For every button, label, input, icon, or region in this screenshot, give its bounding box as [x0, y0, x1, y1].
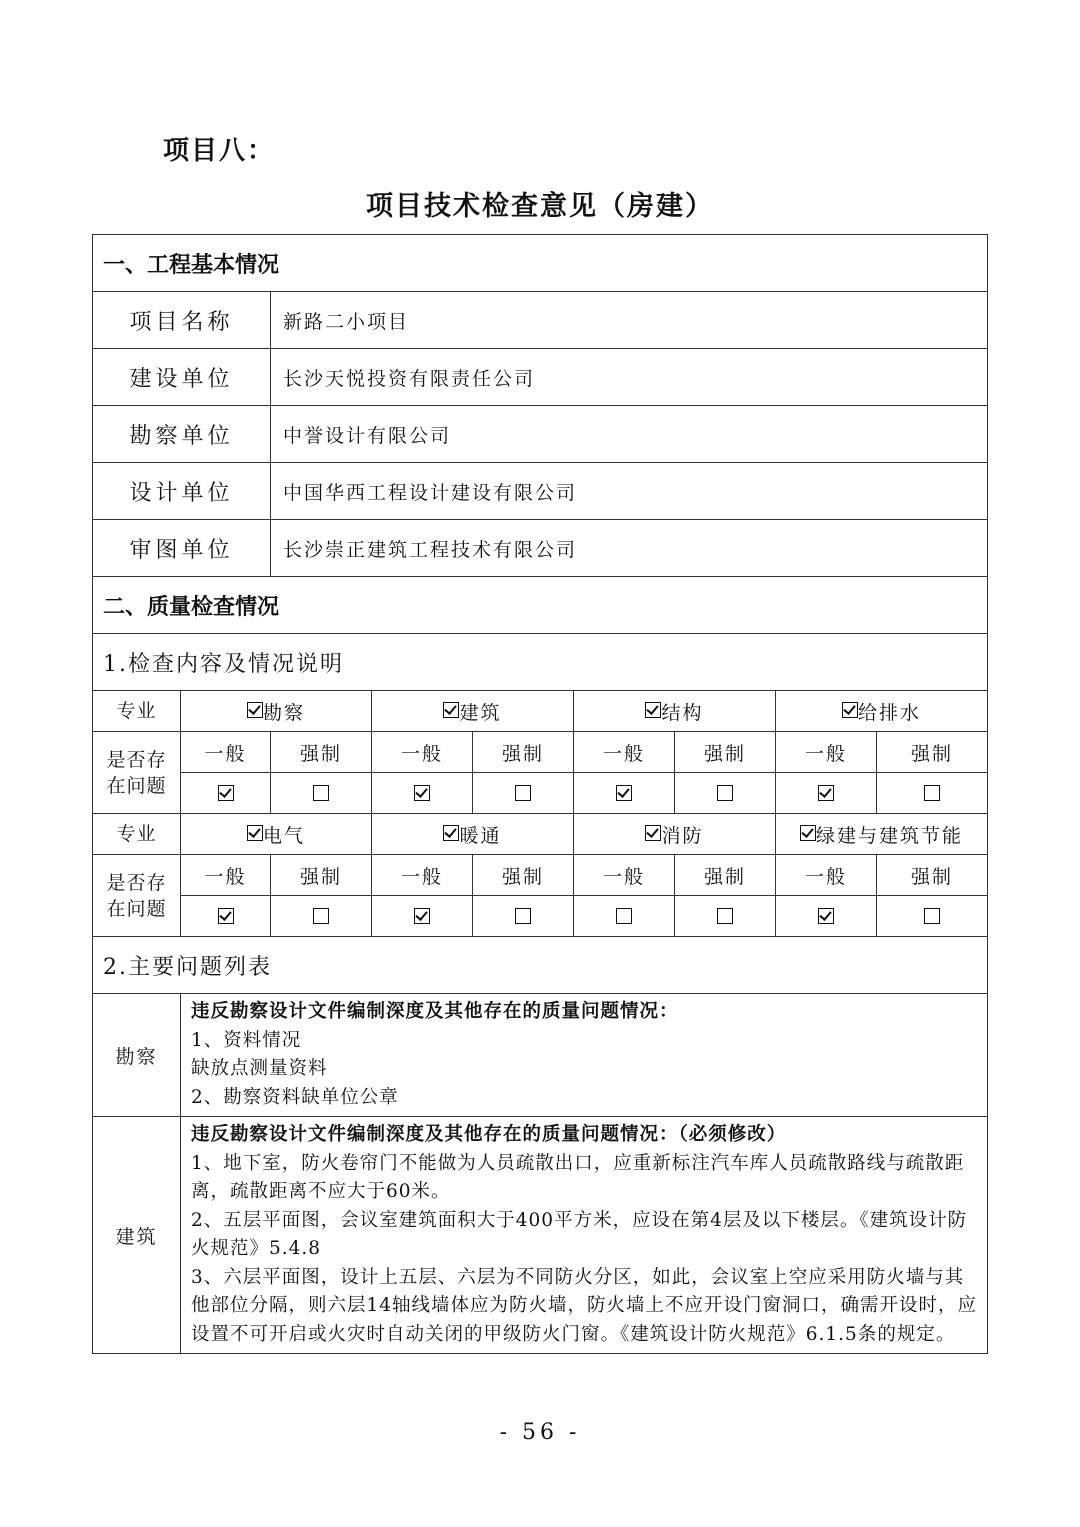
checkbox-checked-icon [842, 702, 858, 718]
issue-body [181, 1117, 988, 1354]
checkbox-cell [776, 896, 877, 937]
checkbox-unchecked-icon [616, 908, 632, 924]
checkbox-unchecked-icon [313, 785, 329, 801]
problem-label-line: 是否存 [106, 748, 167, 771]
checkbox-checked-icon [800, 825, 816, 841]
checkbox-checked-icon [218, 785, 234, 801]
problem-label [93, 855, 181, 937]
page-number: - 56 - [499, 1420, 581, 1445]
checkbox-unchecked-icon [924, 908, 940, 924]
form-table [92, 234, 988, 1354]
mandatory-header: 强制 [877, 855, 988, 896]
issue-line: 3、六层平面图，设计上五层、六层为不同防火分区，如此，会议室上空应采用防火墙与其他部位分隔，则六层14轴线墙体应为防火墙，防火墙上不应开设门窗洞口，确需开设时，应设置不可开启或火灾时自动关闭的甲级防火门窗。《建筑设计防火规范》6.1.5条的规定。 [191, 1266, 978, 1345]
checkbox-checked-icon [616, 785, 632, 801]
sub2-row [93, 937, 988, 994]
issue-heading: 违反勘察设计文件编制深度及其他存在的质量问题情况：（必须修改） [191, 1124, 787, 1145]
checkbox-cell [372, 896, 473, 937]
checkbox-checked-icon [218, 908, 234, 924]
specialty-cell [776, 691, 988, 732]
checkbox-unchecked-icon [515, 785, 531, 801]
mandatory-header: 强制 [473, 732, 574, 773]
info-value: 长沙崇正建筑工程技术有限公司 [271, 520, 988, 577]
issue-line: 2、勘察资料缺单位公章 [191, 1086, 399, 1108]
info-row [93, 406, 988, 463]
problem-label [93, 732, 181, 814]
problem-label-line: 是否存 [106, 871, 167, 894]
checkbox-checked-icon [414, 908, 430, 924]
issue-heading: 违反勘察设计文件编制深度及其他存在的质量问题情况： [191, 1001, 679, 1022]
info-value: 新路二小项目 [271, 292, 988, 349]
issue-list-heading: 2.主要问题列表 [93, 937, 988, 994]
specialty-cell [372, 691, 574, 732]
problem-label-line: 在问题 [106, 774, 167, 797]
general-header: 一般 [372, 855, 473, 896]
checkbox-cell [473, 773, 574, 814]
general-header: 一般 [181, 732, 271, 773]
general-header: 一般 [574, 855, 675, 896]
info-label: 审图单位 [93, 520, 271, 577]
checkbox-checked-icon [247, 825, 263, 841]
info-row [93, 463, 988, 520]
mandatory-header: 强制 [473, 855, 574, 896]
sub1-row [93, 634, 988, 691]
problem-label-line: 在问题 [106, 897, 167, 920]
checkbox-checked-icon [818, 908, 834, 924]
checkbox-checked-icon [443, 702, 459, 718]
specialty-name: 消防 [661, 824, 704, 847]
checkbox-cell [271, 773, 372, 814]
severity-row-2 [93, 855, 988, 896]
mandatory-header: 强制 [675, 855, 776, 896]
specialty-row-1 [93, 691, 988, 732]
info-label: 设计单位 [93, 463, 271, 520]
general-header: 一般 [776, 732, 877, 773]
mandatory-header: 强制 [675, 732, 776, 773]
checkbox-checked-icon [645, 702, 661, 718]
specialty-cell [181, 691, 372, 732]
info-value: 长沙天悦投资有限责任公司 [271, 349, 988, 406]
checkbox-unchecked-icon [717, 785, 733, 801]
checkbox-unchecked-icon [717, 908, 733, 924]
general-header: 一般 [181, 855, 271, 896]
section2-header-row [93, 577, 988, 634]
specialty-row-2 [93, 814, 988, 855]
info-label: 勘察单位 [93, 406, 271, 463]
checkbox-cell [574, 896, 675, 937]
checkbox-cell [271, 896, 372, 937]
checkbox-cell [181, 896, 271, 937]
info-label: 建设单位 [93, 349, 271, 406]
specialty-name: 绿建与建筑节能 [816, 824, 964, 847]
issue-label: 勘察 [93, 994, 181, 1117]
checkbox-cell [877, 896, 988, 937]
general-header: 一般 [574, 732, 675, 773]
info-value: 中国华西工程设计建设有限公司 [271, 463, 988, 520]
specialty-name: 电气 [262, 824, 305, 847]
checkbox-checked-icon [443, 825, 459, 841]
mandatory-header: 强制 [877, 732, 988, 773]
specialty-cell [181, 814, 372, 855]
checkbox-checked-icon [645, 825, 661, 841]
checkbox-checked-icon [818, 785, 834, 801]
inspection-form [92, 234, 987, 1354]
issue-body [181, 994, 988, 1117]
checkbox-unchecked-icon [924, 785, 940, 801]
info-label: 项目名称 [93, 292, 271, 349]
check-content-heading: 1.检查内容及情况说明 [93, 634, 988, 691]
section2-title: 二、质量检查情况 [93, 577, 988, 634]
checkbox-row-2 [93, 896, 988, 937]
specialty-name: 结构 [661, 701, 704, 724]
issue-line: 缺放点测量资料 [191, 1058, 328, 1079]
project-number: 项目八： [163, 136, 276, 166]
issue-row-survey [93, 994, 988, 1117]
checkbox-checked-icon [414, 785, 430, 801]
issue-line: 2、五层平面图，会议室建筑面积大于400平方米，应设在第4层及以下楼层。《建筑设计防火规范》5.4.8 [191, 1209, 968, 1259]
issue-line: 1、资料情况 [191, 1029, 302, 1051]
specialty-name: 勘察 [262, 701, 305, 724]
issue-line: 1、地下室，防火卷帘门不能做为人员疏散出口，应重新标注汽车库人员疏散路线与疏散距离，疏散距离不应大于60米。 [191, 1152, 965, 1202]
checkbox-cell [372, 773, 473, 814]
checkbox-checked-icon [247, 702, 263, 718]
checkbox-cell [181, 773, 271, 814]
info-row [93, 292, 988, 349]
specialty-label: 专业 [93, 814, 181, 855]
info-row [93, 520, 988, 577]
specialty-name: 建筑 [459, 701, 502, 724]
checkbox-cell [473, 896, 574, 937]
general-header: 一般 [372, 732, 473, 773]
checkbox-cell [574, 773, 675, 814]
mandatory-header: 强制 [271, 732, 372, 773]
info-value: 中誉设计有限公司 [271, 406, 988, 463]
issue-label: 建筑 [93, 1117, 181, 1354]
checkbox-unchecked-icon [515, 908, 531, 924]
mandatory-header: 强制 [271, 855, 372, 896]
section1-header-row [93, 235, 988, 292]
specialty-name: 暖通 [459, 824, 502, 847]
checkbox-cell [877, 773, 988, 814]
checkbox-cell [776, 773, 877, 814]
specialty-name: 给排水 [858, 701, 922, 724]
specialty-cell [574, 814, 776, 855]
checkbox-row-1 [93, 773, 988, 814]
document-title: 项目技术检查意见（房建） [366, 191, 714, 222]
general-header: 一般 [776, 855, 877, 896]
checkbox-cell [675, 773, 776, 814]
checkbox-unchecked-icon [313, 908, 329, 924]
specialty-cell [776, 814, 988, 855]
info-row [93, 349, 988, 406]
section1-title: 一、工程基本情况 [93, 235, 988, 292]
issue-row-architecture [93, 1117, 988, 1354]
specialty-label: 专业 [93, 691, 181, 732]
severity-row-1 [93, 732, 988, 773]
checkbox-cell [675, 896, 776, 937]
specialty-cell [574, 691, 776, 732]
specialty-cell [372, 814, 574, 855]
